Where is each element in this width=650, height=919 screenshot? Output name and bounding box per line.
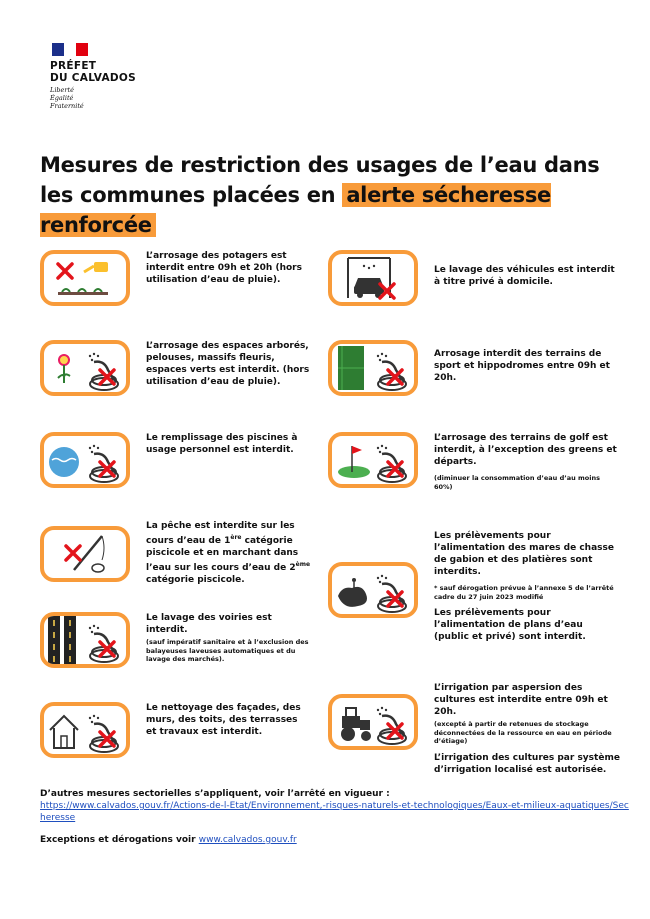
measure-text <box>146 520 310 586</box>
measure-sport-fields <box>328 340 620 396</box>
marianne-flag-icon <box>52 43 88 56</box>
fishing-text-a: La pêche est interdite sur les cours d’eau de 1 <box>146 521 295 546</box>
pond-text2: Les prélèvements pour l’alimentation de plans d’eau (public et privé) sont interdit. <box>434 608 586 642</box>
road-cleaning-icon <box>40 612 130 668</box>
measure-text: Arrosage interdit des terrains de sport et hippodromes entre 09h et 20h. <box>434 349 610 383</box>
measure-text <box>146 612 315 668</box>
golf-note: (diminuer la consommation d’eau d’au moins 60%) <box>434 474 600 491</box>
footer-line2-prefix: Exceptions et dérogations voir <box>40 835 196 845</box>
measure-text: L’arrosage des potagers est interdit entre 09h et 20h (hors utilisation d’eau de pluie). <box>146 251 302 285</box>
measure-text: Le remplissage des piscines à usage personnel est interdit. <box>146 433 298 455</box>
pond-text: Les prélèvements pour l’alimentation des mares de chasse de gabion et des platières sont interdits. <box>434 531 614 577</box>
roads-note: (sauf impératif sanitaire et à l’exclusion des balayeuses laveuses automatiques et du lavage des marchés). <box>146 638 309 663</box>
motto <box>50 86 170 110</box>
fishing-icon <box>40 526 130 582</box>
measure-car-wash <box>328 250 620 306</box>
sup-eme: ème <box>295 561 311 568</box>
fishing-text-c: catégorie piscicole. <box>146 575 245 585</box>
measure-green-spaces <box>40 340 310 396</box>
motto-egalite: Égalité <box>50 94 74 102</box>
measure-text <box>434 530 620 643</box>
measure-text <box>434 682 620 776</box>
garden-watering-icon <box>40 250 130 306</box>
sport-field-icon <box>328 340 418 396</box>
title-highlight: alerte sécheresse renforcée <box>40 183 551 237</box>
measure-garden <box>40 250 310 306</box>
page-title <box>40 150 620 240</box>
measure-roads <box>40 612 315 668</box>
measure-text <box>434 432 620 491</box>
footer-line2 <box>40 834 630 846</box>
measure-fishing <box>40 520 310 586</box>
motto-liberte: Liberté <box>50 86 74 94</box>
irrigation-text2: L’irrigation des cultures par système d’irrigation localisé est autorisée. <box>434 752 620 775</box>
measure-ponds <box>328 530 620 643</box>
logo-line2: DU CALVADOS <box>50 72 137 84</box>
car-wash-icon <box>328 250 418 306</box>
pond-note: * sauf dérogation prévue à l’annexe 5 de l’arrêté cadre du 27 juin 2023 modifié <box>434 584 614 601</box>
measure-text: Le nettoyage des façades, des murs, des toits, des terrasses et travaux est interdit. <box>146 703 301 737</box>
secheresse-link[interactable]: https://www.calvados.gouv.fr/Actions-de-l-Etat/Environnement,-risques-naturels-et-technologiques/Eaux-et-milieux-aquatiques/Secheresse <box>40 801 629 823</box>
house-cleaning-icon <box>40 702 130 758</box>
irrigation-note: (excepté à partir de retenues de stockage déconnectées de la ressource en eau en période d’étiage) <box>434 720 612 745</box>
prefecture-logo <box>50 43 170 110</box>
motto-fraternite: Fraternité <box>50 102 84 110</box>
fishing-text-b: catégorie piscicole et en marchant dans l’eau sur les cours d’eau de 2 <box>146 536 299 573</box>
measure-facades <box>40 702 310 758</box>
measure-pools <box>40 432 310 488</box>
measure-text: Le lavage des véhicules est interdit à titre privé à domicile. <box>434 265 615 287</box>
irrigation-text: L’irrigation par aspersion des cultures est interdite entre 09h et 20h. <box>434 683 608 717</box>
pool-hose-icon <box>40 432 130 488</box>
footer <box>40 788 630 846</box>
measure-golf <box>328 432 620 491</box>
flower-hose-icon <box>40 340 130 396</box>
sup-ere: ère <box>230 534 242 541</box>
pond-icon <box>328 562 418 618</box>
golf-icon <box>328 432 418 488</box>
roads-text: Le lavage des voiries est interdit. <box>146 613 272 635</box>
measure-text: L’arrosage des espaces arborés, pelouses, massifs fleuris, espaces verts est interdit. (hors utilisation d’eau de pluie). <box>146 341 310 387</box>
tractor-irrigation-icon <box>328 694 418 750</box>
measure-irrigation <box>328 682 620 776</box>
logo-line1: PRÉFET <box>50 60 97 72</box>
calvados-link[interactable]: www.calvados.gouv.fr <box>198 835 297 845</box>
golf-text: L’arrosage des terrains de golf est interdit, à l’exception des greens et départs. <box>434 433 617 467</box>
title-text: Mesures de restriction des usages de l’eau dans les communes placées en <box>40 153 600 207</box>
footer-line1: D’autres mesures sectorielles s’appliquent, voir l’arrêté en vigueur : <box>40 789 390 799</box>
